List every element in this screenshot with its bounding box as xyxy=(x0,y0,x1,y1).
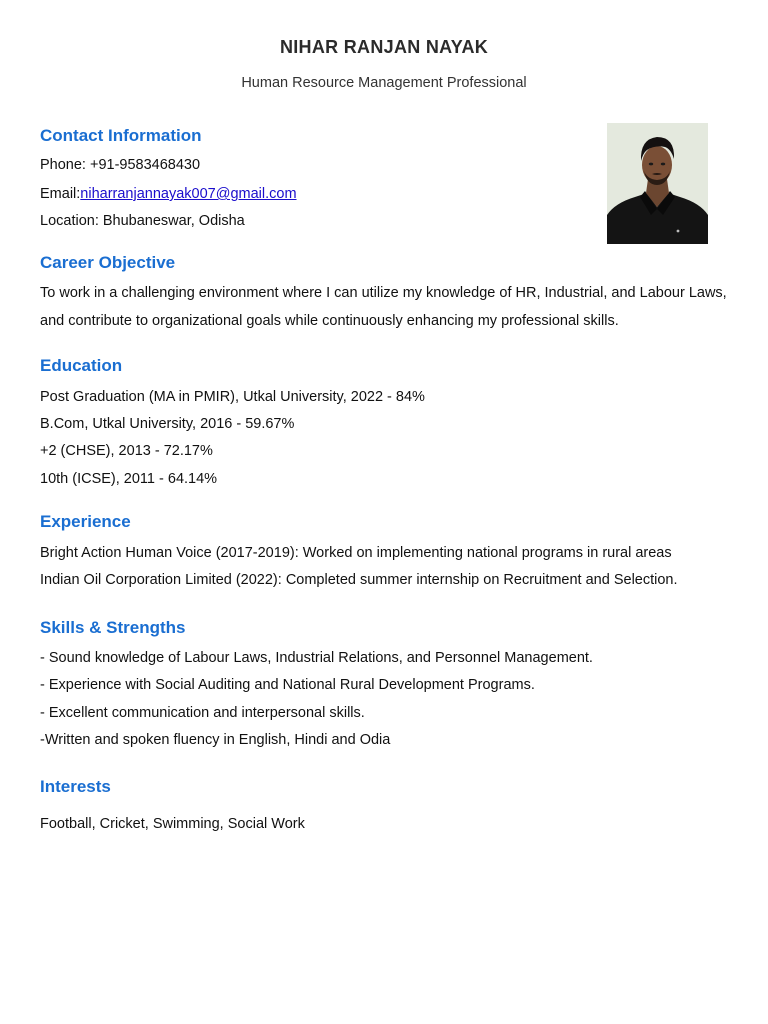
skills-heading: Skills & Strengths xyxy=(40,618,186,637)
contact-heading: Contact Information xyxy=(40,126,202,145)
interests-heading: Interests xyxy=(40,777,111,796)
contact-phone: Phone: +91-9583468430 xyxy=(40,157,201,173)
education-heading: Education xyxy=(40,356,123,375)
email-label: Email: xyxy=(40,186,81,202)
education-item: 10th (ICSE), 2011 - 64.14% xyxy=(40,471,218,487)
profile-photo xyxy=(607,123,708,244)
education-item: B.Com, Utkal University, 2016 - 59.67% xyxy=(40,416,295,432)
interests-text: Football, Cricket, Swimming, Social Work xyxy=(40,816,305,832)
candidate-name: NIHAR RANJAN NAYAK xyxy=(279,37,489,57)
education-item: +2 (CHSE), 2013 - 72.17% xyxy=(40,443,213,459)
objective-text: To work in a challenging environment where I can utilize my knowledge of HR, Industrial, and Labour Laws, and contribute to organizational goals while continuously enhancing my professional skills. xyxy=(40,285,727,329)
experience-heading: Experience xyxy=(40,512,131,531)
contact-location: Location: Bhubaneswar, Odisha xyxy=(40,213,245,229)
skill-item: - Excellent communication and interpersonal skills. xyxy=(40,705,365,721)
candidate-title: Human Resource Management Professional xyxy=(241,75,527,91)
skill-item: - Sound knowledge of Labour Laws, Industrial Relations, and Personnel Management. xyxy=(40,650,593,666)
objective-heading: Career Objective xyxy=(40,253,176,272)
experience-item: Indian Oil Corporation Limited (2022): Completed summer internship on Recruitment and Selection. xyxy=(40,572,678,588)
skill-item: -Written and spoken fluency in English, Hindi and Odia xyxy=(40,732,391,748)
experience-item: Bright Action Human Voice (2017-2019): Worked on implementing national programs in rural areas xyxy=(40,545,672,561)
email-link[interactable]: niharranjannayak007@gmail.com xyxy=(80,186,297,202)
education-item: Post Graduation (MA in PMIR), Utkal University, 2022 - 84% xyxy=(40,389,425,405)
skill-item: - Experience with Social Auditing and National Rural Development Programs. xyxy=(40,677,535,693)
contact-email-line xyxy=(40,186,297,202)
